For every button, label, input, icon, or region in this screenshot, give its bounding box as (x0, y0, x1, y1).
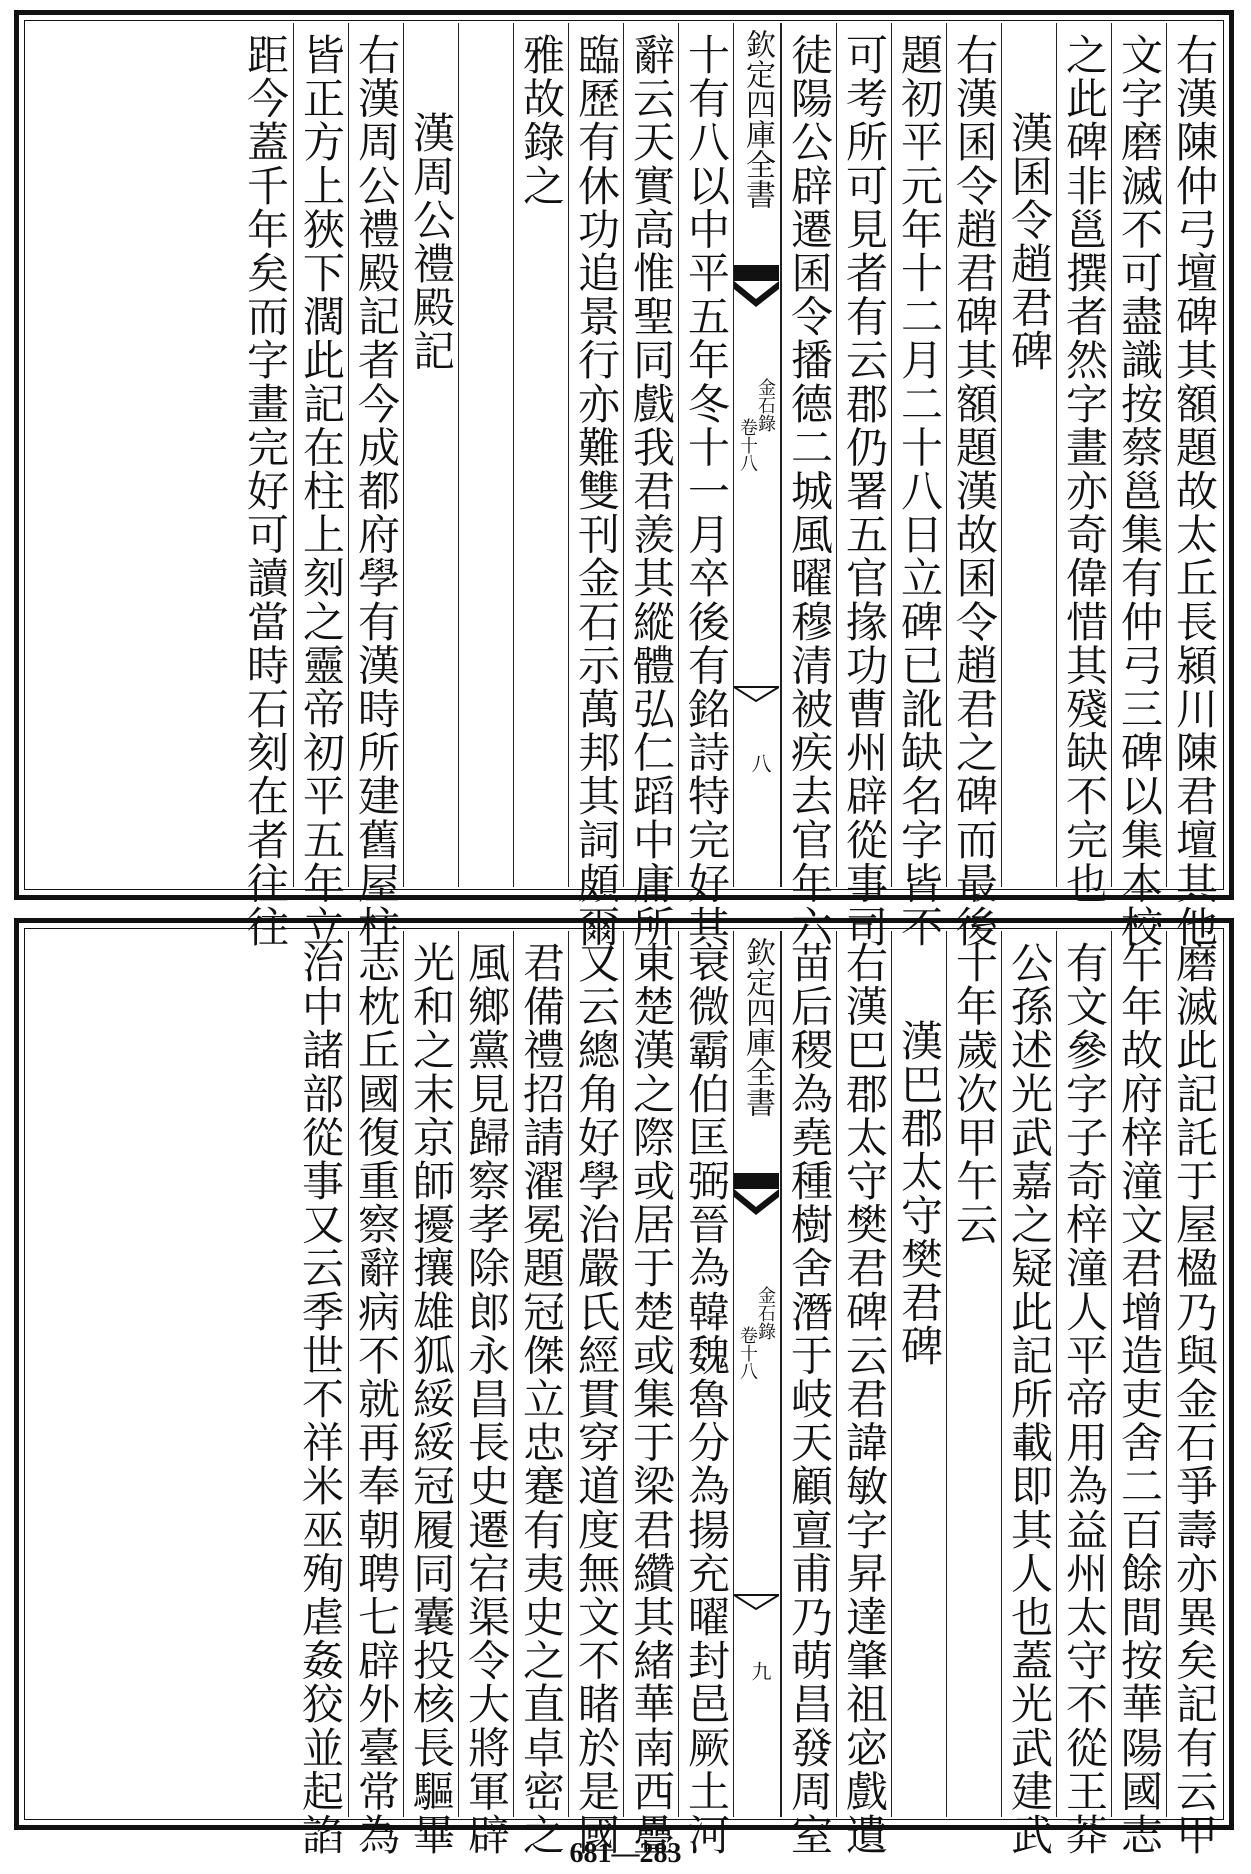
column-text: 漢囷令趙君碑 (1005, 111, 1054, 373)
text-column (678, 931, 733, 1857)
column-text: 辭云天實高惟聖同戲我君羨其縱體弘仁蹈中庸所 (627, 33, 676, 949)
leaf-number: 九 (748, 1661, 772, 1681)
text-column (568, 23, 623, 949)
text-column (781, 931, 836, 1857)
text-column (513, 23, 568, 887)
text-column (891, 931, 946, 1817)
text-column (678, 23, 733, 949)
text-column (458, 931, 513, 1857)
text-column (891, 23, 946, 949)
column-text: 有文參字子奇梓潼人平帝用為益州太守不從王莽 (1060, 941, 1109, 1857)
text-column (946, 931, 1001, 1817)
text-column (458, 23, 513, 887)
text-column (836, 931, 891, 1857)
column-text: 文字磨滅不可盡識按蔡邕集有仲弓三碑以集本校 (1115, 33, 1164, 949)
text-column (836, 23, 891, 949)
column-text: 志枕丘國復重察辭病不就再奉朝聘七辟外臺常為 (352, 941, 401, 1857)
column-text: 公孫述光武嘉之疑此記所載即其人也蓋光武建武 (1005, 941, 1054, 1857)
column-text: 距今蓋千年矣而字畫完好可讀當時石刻在者往往 (241, 33, 290, 949)
text-column (1166, 23, 1221, 949)
column-text: 十有八以中平五年冬十一月卒後有銘詩特完好其 (682, 33, 731, 949)
column-text: 光和之末京師擾攘雄狐綏綏冠履同囊投核長驅畢 (407, 941, 456, 1857)
text-column (623, 23, 678, 949)
column-text: 衰微霸伯匡弼晉為韓魏魯分為揚充曜封邑厥土河 (682, 941, 731, 1857)
center-margin (733, 931, 781, 1817)
text-column (1001, 23, 1056, 887)
column-text: 臨歷有休功追景行亦難雙刊金石示萬邦其詞頗爾 (572, 33, 621, 949)
column-text: 右漢陳仲弓壇碑其額題故太丘長潁川陳君壇其他 (1170, 33, 1219, 949)
volume-label: 卷十八 (737, 418, 758, 472)
column-text: 皆正方上狹下濶此記在柱上刻之靈帝初平五年立 (297, 33, 346, 949)
column-text: 治中諸部從事又云季世不祥米巫殉虐姦狡並起諂 (296, 941, 345, 1857)
top-page-columns (27, 23, 1221, 949)
section-label: 金石錄 (755, 378, 776, 432)
column-text: 右漢囷令趙君碑其額題漢故囷令趙君之碑而最後 (950, 33, 999, 949)
top-page-frame (14, 10, 1234, 949)
text-column (293, 931, 348, 1857)
column-text: 苗后稷為堯種樹舍潛于岐天顧亶甫乃萌昌發周室 (785, 941, 834, 1857)
text-column (238, 23, 293, 949)
text-column (1056, 931, 1111, 1857)
text-column (946, 23, 1001, 949)
text-column (348, 23, 403, 949)
column-text: 可考所可見者有云郡仍署五官掾功曹州辟從事司 (840, 33, 889, 949)
column-text: 之此碑非邕撰者然字畫亦奇偉惜其殘缺不完也 (1060, 33, 1109, 905)
column-text: 東楚漢之際或居于楚或集于梁君纘其緒華南西疊 (627, 941, 676, 1857)
column-text: 右漢周公禮殿記者今成都府學有漢時所建舊屋柱 (352, 33, 401, 949)
page-number: 681—283 (569, 1838, 682, 1869)
text-column (1111, 23, 1166, 949)
text-column (1111, 931, 1166, 1857)
text-column (623, 931, 678, 1857)
column-text: 徒陽公辟遷囷令播德二城風曜穆清被疾去官年六 (785, 33, 834, 949)
column-text: 漢巴郡太守樊君碑 (895, 1019, 944, 1368)
text-column (1001, 931, 1056, 1857)
column-text: 風鄉黨見歸察孝除郎永昌長史遷宕渠令大將軍辟 (462, 941, 511, 1857)
fishtail-mark-icon (734, 265, 779, 325)
fishtail-mark-icon (734, 1173, 779, 1233)
volume-label: 卷十八 (737, 1326, 758, 1380)
column-text: 磨滅此記託于屋楹乃與金石爭壽亦異矣記有云甲 (1170, 941, 1219, 1857)
text-column (513, 931, 568, 1857)
column-text: 題初平元年十二月二十八日立碑已訛缺名字皆不 (895, 33, 944, 949)
text-column (1056, 23, 1111, 905)
section-label: 金石錄 (755, 1286, 776, 1340)
column-text: 又云總角好學治嚴氏經貫穿道度無文不睹於是國 (572, 941, 621, 1857)
text-column (403, 23, 458, 887)
column-text: 雅故錄之 (517, 33, 566, 208)
lower-fishtail-mark-icon (734, 683, 779, 723)
column-text: 午年故府梓潼文君增造吏舍二百餘間按華陽國志 (1115, 941, 1164, 1857)
leaf-number: 八 (748, 753, 772, 773)
column-text: 右漢巴郡太守樊君碑云君諱敏字昇達肇祖宓戲遺 (840, 941, 889, 1857)
text-column (403, 931, 458, 1857)
column-text: 君備禮招請濯冕題冠傑立忠蹇有夷史之直卓密之 (517, 941, 566, 1857)
book-title: 欽定四庫全書 (740, 29, 775, 209)
lower-fishtail-mark-icon (734, 1591, 779, 1631)
text-column (293, 23, 348, 949)
book-title: 欽定四庫全書 (740, 937, 775, 1117)
text-column (781, 23, 836, 949)
center-margin (733, 23, 781, 887)
column-text: 十年歲次甲午云 (950, 941, 999, 1247)
text-column (348, 931, 403, 1857)
text-column (568, 931, 623, 1857)
text-column (1166, 931, 1221, 1857)
column-text: 漢周公禮殿記 (407, 111, 456, 373)
